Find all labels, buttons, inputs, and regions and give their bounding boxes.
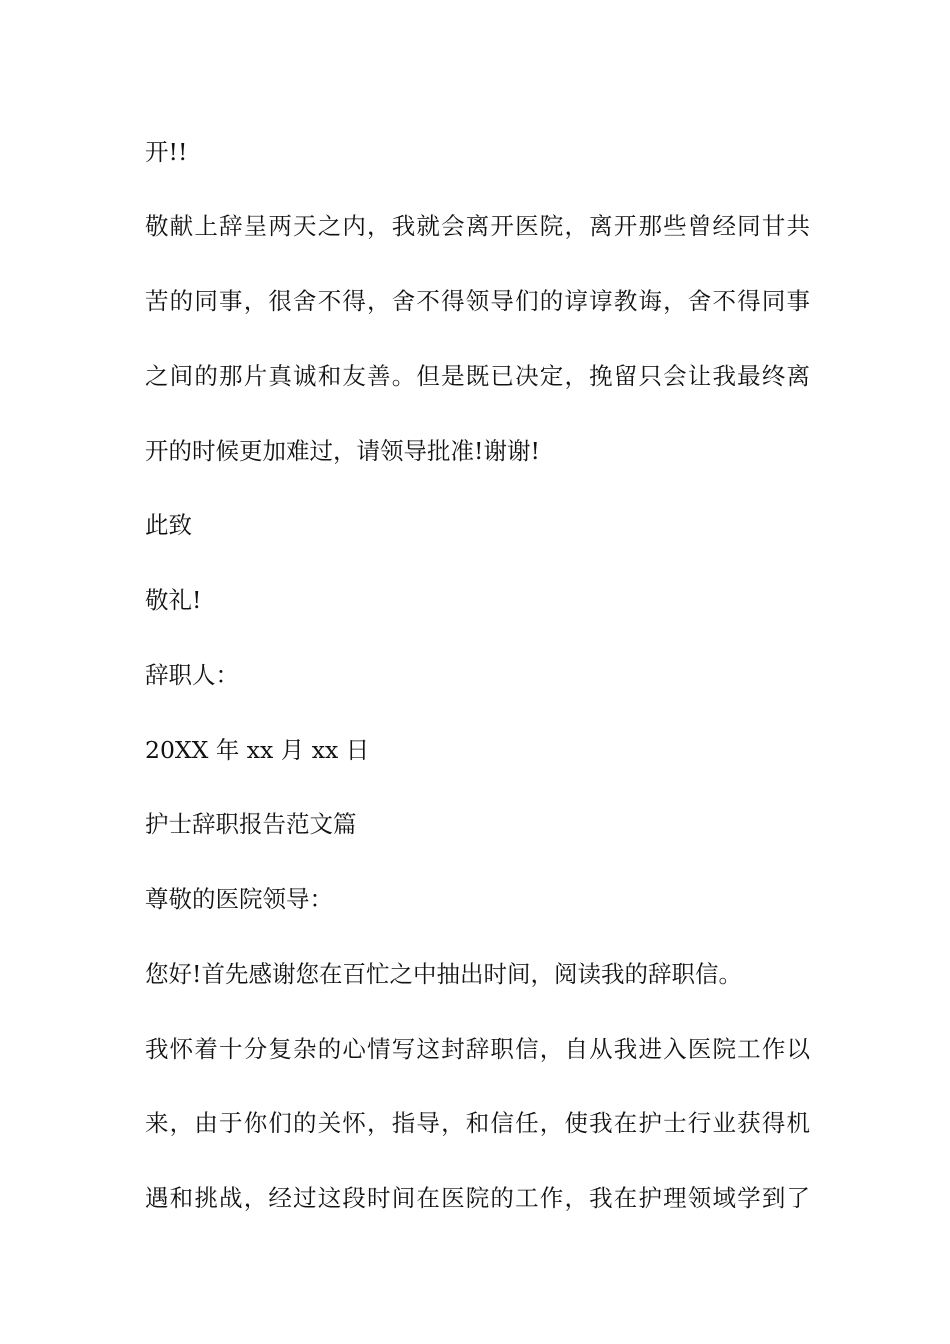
closing-salutation: 敬礼!: [145, 586, 202, 614]
signature-label: 辞职人：: [145, 661, 239, 689]
date-line: 20XX 年 xx 月 xx 日: [145, 736, 370, 764]
section-title: 护士辞职报告范文篇: [145, 810, 357, 838]
paragraph-line: 开的时候更加难过，请领导批准!谢谢!: [145, 437, 540, 465]
paragraph-line: 我怀着十分复杂的心情写这封辞职信，自从我进入医院工作以: [145, 1035, 810, 1063]
paragraph-line: 来，由于你们的关怀，指导，和信任，使我在护士行业获得机: [145, 1109, 810, 1137]
paragraph-line: 遇和挑战，经过这段时间在医院的工作，我在护理领域学到了: [145, 1184, 810, 1212]
closing-salutation: 此致: [145, 511, 192, 539]
paragraph-line: 您好!首先感谢您在百忙之中抽出时间，阅读我的辞职信。: [145, 960, 742, 988]
paragraph-line: 之间的那片真诚和友善。但是既已决定，挽留只会让我最终离: [145, 362, 810, 390]
paragraph-line: 敬献上辞呈两天之内，我就会离开医院，离开那些曾经同甘共: [145, 212, 810, 240]
paragraph-line: 苦的同事，很舍不得，舍不得领导们的谆谆教诲，舍不得同事: [145, 287, 810, 315]
letter-greeting: 尊敬的医院领导：: [145, 885, 333, 913]
paragraph-line: 开!!: [145, 138, 188, 166]
